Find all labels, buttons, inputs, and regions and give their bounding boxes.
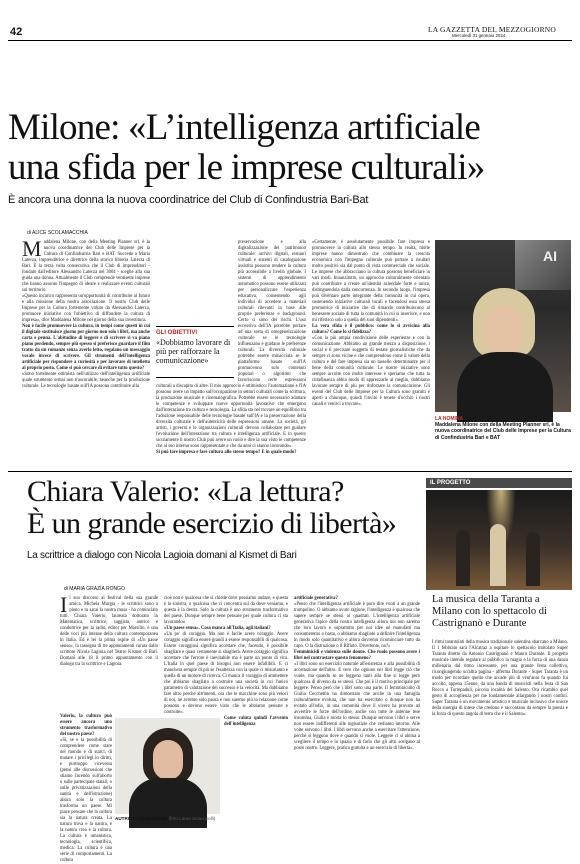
article2-photo — [115, 718, 220, 814]
author-face — [153, 740, 183, 780]
article1-question2: Si può fare impresa e fare cultura allo stesso tempo? E in quale modo? — [156, 450, 297, 455]
sidebar-title: La musica della Taranta a Milano con lo spettacolo di Castrignanò e Durante — [432, 594, 547, 629]
article2-byline: di MARIA GRAZIA RONGO — [64, 586, 125, 592]
article1-byline: di ALICE SCOLAMACCHIA — [27, 230, 88, 236]
photo-caption-text: Maddalena Milone con della Meeting Planner srl, è la nuova coordinatrice del Club delle Imprese per la Cultura di Confindustria Bari e BAT — [435, 422, 571, 441]
article1-column2 — [156, 240, 306, 468]
article1-intro: addalena Milone, con della Meeting Planner srl, è la nuova coordinatrice del Club delle Imprese per la Cultura di Confindustria Bari e BAT. Succede a Maria Laterza, imprenditrice e direttrice della storica libreria Laterza di Bari. È la terza volta consecutiva che il Club di imprenditori - fondato dall'editore Alessandro Laterza nel 3004 - sceglie alla sua guida una donna. Attualmente il Club comprende ventisette imprese che hanno assunto l'impegno di ideare e realizzare eventi culturali sul territorio. — [22, 240, 150, 293]
article2-answer2: «Un po' di coraggio. Ma non è facile avere coraggio. Avere coraggio significa essere grandi a essere responsabili di qualcosa. Essere coraggiosi significa accettare che, facendo, è possibile sbagliare e quasi certamente si sbaglierà. Avere coraggio significa accettare che l'errore è inevitabile ma è parte un punto di vita. L'Italia in quel paese di bisogni non essere infallibili. E ci manchera sempre di più se l'esattezza con la quale ci misuriamo e quella di un motore di ricerca. Ci manca il coraggio di ammettere che abbiamo sbagliato a costruire una società in cui l'unico parametro di valutazione del successo è la velocità. Ma dobbiamo fare altro perché altrimenti, ora che le macchine sono più veloci di noi, ne avremo solo paura e non saremo più in relazione come possono e devono essere visto che le abbiamo pensate e costruite». — [164, 632, 288, 715]
pullquote-label: GLI OBIETTIVI — [156, 330, 198, 336]
article2-answer3: «I libri sono un esercizio naturale all'esistenza e alla possibilità di accettazione dell'altro. E vero che ognuno nei libri legge ciò che vuole, ma quando se ne leggono tanti alla fine si legge però qualcosa di diverso da se stessi. Che poi è il motivo principale per leggere. Penso però che i libri sono una parte. Il femminicidio di Giulia Cecchettin ha dimostrato che anche in una famiglia culturalmente evoluta, che non ha esercitato o dunque non ha evitato all'odio, in una comunità dove il vivere ha provato ad avvertire le forze dell'ordine, anche con tutte le antenne tese insomma, Giulia è morta lo stesso. Dunque servono i libri e serve non essere indifferenti alle ingiustizie che vediamo intorno. Alle volte servono i libri. I libri servono anche a esercitare l'attenzione, perché si leggono dove e quando si vuole. Leggere ci si abitua a scegliere il tempo e lo spazio e di farlo che gli altri scelgano al posto nostro. Leggere, pratica gratuita e un esercizio di libertà». — [294, 662, 420, 751]
article2-column2 — [164, 596, 288, 716]
photo-caption-name: AUTRICE Chiara Valerio — [115, 816, 168, 821]
ai-sign-label: AI — [543, 248, 557, 264]
article2-question1: Valerio, la cultura può essere ancora uno strumento trasformativo del nostro paese? — [60, 714, 112, 737]
sidebar-progetto — [426, 478, 572, 832]
article1-question1: Non è facile promuovere la cultura, in tempi come questi in cui il digitale sostituisce giorno per giorno non solo i libri, ma anche carta e penna. L'abitudine di leggere e di scrivere si va piano piano perdendo, sempre più spesso si preferisce guardare il film tratto da un romanzo senza averlo letto, regalano un messaggio vocale invece di scrivere. Gli strumenti dell'intelligenza artificiale per rispondere a curiosità e per lavorare di intelletto al proprio posto. Come si può cercare di evitare tutto questo? — [22, 324, 150, 371]
newspaper-name: LA GAZZETTA DEL MEZZOGIORNO — [428, 25, 557, 34]
section-divider — [8, 471, 572, 472]
photo-caption-credit: (foto Laura Sciacovelli) — [168, 816, 216, 821]
article1-title-line1: Milone: «L’intelligenza artificiale — [8, 107, 481, 148]
article1-photo-caption — [435, 416, 571, 441]
person-body — [457, 352, 553, 422]
pullquote-spacer — [156, 240, 238, 382]
performer-1 — [456, 530, 470, 586]
article2-column2-lower — [224, 716, 288, 826]
article1-photo — [435, 240, 571, 412]
article1-answer1: «Sono fortemente ottimista nell'utilizzo dell'intelligenza artificiale quale strumento ormai non trascurabile, neanche per la produzione culturale. Le tecnologie basate sull'IA possono contribuire alla — [22, 372, 150, 389]
performer-2 — [490, 524, 506, 586]
article2-question3: artificiale generativa? — [294, 596, 338, 601]
article2-subtitle: La scrittrice a dialogo con Nicola Lagioia domani al Kismet di Bari — [27, 550, 297, 561]
sidebar-label-bar — [426, 478, 572, 488]
article1-subtitle: È ancora una donna la nuova coordinatrice del Club di Confindustria Bari-Bat — [8, 194, 369, 206]
article2-column1-lower — [60, 714, 112, 863]
performer-3 — [526, 532, 540, 586]
article2-col2-text: cioè non è qualcosa che si chiede dove possiamo andare, e questa è la sinistra, o qualcosa che ci concentra sul da dove veniamo, e questa è la destra. Solo la cultura è uno strumento trasformativo del paese. Dunque sempre bene pensare per quale cultura ci sta lavorando». — [164, 596, 288, 625]
page-number: 42 — [10, 26, 23, 38]
article1-column1 — [22, 236, 150, 468]
photo-caption-label: LA NOMINA — [435, 416, 464, 422]
article2-title-line2: È un grande esercizio di libertà» — [27, 507, 397, 540]
article2-dropcap: I — [60, 592, 68, 617]
sidebar-text: I ritmi tarantolati della musica tradizionale salentina sbarcano a Milano. Il 1 febbraio sarà l'Alcatraz a ospitare lo spettacolo intitolato Super Taranta diretto da Antonio Castrignanò e Mauro Durante. Il progetto musicale intende regalare al pubblico la magia e la forza di una danza millenaria dal ritmo incessante, per una grande festa collettiva, ricongiungendo un'altra pagina - afferma Durante - Super Taranta è un modo per ricordare quello che accade più di vent'anni fa quando fui accolto, appena 15enne, da una banda di musicisti nella festa di San Rocco a Torrepaduli, piccola località del Salento. Ora ricambio quel gesto di accoglienza per me fondamentale allargando i nostri confini. Super Taranta è un movimento artistico e musicale inclusivo che unisce della sinergia di intese che credono e raccontano da sempre la poesia e la forza di questo angolo di terra che è il Salento». — [432, 640, 568, 717]
article1-col3-text: «Certamente, è assolutamente possibile fare impresa e promuovere la cultura allo stesso tempo. In realtà, molte imprese hanno dimostrato che combinare la crescita economica con l'impegno culturale può portare a risultati molto positivi sia dal punto di vista commerciale che sociale. Le imprese che abbracciano la cultura possono beneficiare in vari modi. Innanzitutto, un approccio culturalmente orientato può contribuire a creare un'identità aziendale forte e unica, distinguendola dalla concorrenza. In secondo luogo, l'impresa può diventare parte integrante della comunità in cui opera, sostenendo iniziative culturali locali e facendosi essa stessa promotrice di iniziative che di rimando contribuiscono al benessere sociale di tutta la comunità in cui si inserisce, e non mi riferisco solo a quella dei suoi dipendenti». — [312, 240, 430, 323]
article1-col2-text: preservazione e alla digitalizzazione del patrimonio culturale: archivi digitali, restauri virtuali e sistemi di catalogazione assistita possono rendere la cultura più accessibile a livello globale. I sistemi di apprendimento automatico possono essere utilizzati per personalizzare l'esperienza educativa, consentendo agli individui di accedere a materiali culturali rilevanti in base alle proprie preferenze e background. Certo ci sono dei rischi. L'uso eccessivo dell'IA potrebbe portare ad una sorta di omogeneizzazione culturale se le tecnologie influenzano e guidano le preferenze culturali. La diversità culturale potrebbe essere minacciata se le piattaforme basate sull'IA promuovono solo contenuti popolari o algoritmi che favoriscono certe espressioni culturali a discapito di altre. Il mio approccio è ottimistico: l'automazione e l'IA possono avere un impatto sull'occupazione in settori culturali come la scrittura, la produzione musicale e cinematografica. Potrebbe essere necessario adattare le competenze e sviluppare nuove opportunità lavorative che emergono dall'interazione tra cultura e tecnologia. La sfida sta nel trovare un equilibrio tra l'adozione responsabile delle tecnologie basate sull'IA e la preservazione della diversità culturale e dell'autenticità delle espressioni umane. La società, gli artisti, i governi e le organizzazioni culturali devono collaborare per guidare l'evoluzione dell'interazione tra cultura e intelligenza artificiale. E in questo sicuramente il nostro Club può avere un ruolo e dire la sua visto le competenze che al suo interno sono rappresentate e che da anni ci stanno lavorando». — [156, 240, 306, 449]
pullquote-text: «Dobbiamo lavorare di più per rafforzare la comunicazione» — [156, 338, 231, 365]
article1-column3 — [312, 240, 430, 468]
article2-question4: Femminicidi e violenza sulle donne. Che ruolo possono avere i libri nel contrastare questo fenomeno? — [294, 650, 420, 661]
article2-answer1: «Sì, se e la possibilità di comprendere come stare nel mondo e di starci, di mutare i privilegi in diritti, e purtroppo viceversa (pensi alle discussioni che stiamo facendo sull'aborto o sulle partecipate statali, o sulle privatizzazioni della sanità e dell'istruzione) allora solo la cultura trasforma un paese. Mi piace pensare che la cultura sia la natura creata. La natura trova e la natura, e la natura crea e la cultura. La cultura è umanistica, tecnologia, scientifica, medica. La cultura è una serie di comportamenti. La cultura — [60, 738, 112, 863]
article2-question2b: Come valuta quindi l'avvento dell'intelligenza — [224, 716, 288, 727]
page-header — [0, 0, 580, 42]
article2-photo-caption — [115, 816, 235, 821]
sidebar-label: IL PROGETTO — [430, 480, 471, 486]
article1-quote1: «Questo incarico rappresenta un'opportunità di contribuire al futuro e alla missione della nostra associazione. Il nostro Club delle Imprese per la Cultura fortemente voluto da Alessandro Laterza, promuove iniziative con l'obiettivo di diffondere la cultura di impresa», dice Maddalena Milone nel giorno della sua investitura. — [22, 294, 150, 323]
article2-col3-text: «Penso che l'intelligenza artificiale è puro dire vuoti a un grande trampolino. O abbiamo avuto ragione, l'intelligenza è qualcosa che sapere sempre se stessi ai quadrati. L'intelligenza artificiale generativa l'apice della nostra intelligenza allora noi non saremo che loro lavoro e soprattutto per noi idee né manufatti ma consumeremo o basta, o abbiamo sbagliato a definire l'intelligenza in modo solo quantitativo e allora dovremo ricominciare tutto da capo. O la distruzione o il Rifiuto. Divertente, no?» — [294, 602, 420, 649]
article1-title-line2: una sfida per le imprese culturali» — [8, 147, 485, 188]
person-face — [485, 306, 523, 356]
article2-column3 — [294, 596, 420, 828]
article2-question2: «Un paese sensa». Cosa manca all'Italia, agli italiani? — [164, 626, 271, 631]
sidebar-photo — [426, 490, 572, 590]
article1-title — [8, 108, 572, 188]
article2-intro: l suo discorso al festival della sua grande amica, Michela Murgia - le scrittrici sono a pieno e tu sarai la nostra musa - ha cominciato tutti. Chiara Valerio, laureata dottorato in Matematica, scrittrice, saggista, autrice e conduttrice per la radio, editor per Marsilio, è una delle voci più intense della cultura contemporanea in Italia. Ed è lei la prima ospite di «Un passe senso», la rassegna di tre appuntamenti curata dallo scrittore Nicola Lagioia nel Teatro Kismet di Bari. Domani alle 18 il primo appuntamento con il dialogo tra la scrittrice e Lagioia. — [60, 596, 158, 667]
article2-column1 — [60, 592, 158, 714]
article1-question3: La vera sfida è il pubblico: come lo si avvicina alla cultura? Come lo si fidelizza? — [312, 324, 430, 335]
article1-answer3: «Con la più ampia condivisione delle esperienze e con la comunicazione. Abbiamo un grande mezzo a disposizione, i social e il precisare soggetto di testate giornalistiche che da sempre ci sono vicine e che comprendono come il valore della cultura e del fare impresa sia un tassello determinante per il bene della comunità culturale. Le nostre iniziative sono sempre accolte con molto interesse e speriamo che tutta la cittadinanza abbia modo di apprezzarle al meglio, dobbiamo lavorare sempre di più per rinforzare la comunicazione. Gli eventi del Club delle Imprese per la Cultura sono gratuiti e aperti a chiunque, quindi l'invito è tenere d'occhio i nostri canali e venirci a trovare». — [312, 336, 430, 407]
issue-date: Mercoledì 31 gennaio 2024 — [452, 33, 506, 38]
header-rule — [8, 40, 572, 41]
article2-title-line1: Chiara Valerio: «La lettura? — [27, 475, 344, 508]
article1-dropcap: M — [22, 236, 42, 261]
article2-title — [27, 476, 427, 540]
